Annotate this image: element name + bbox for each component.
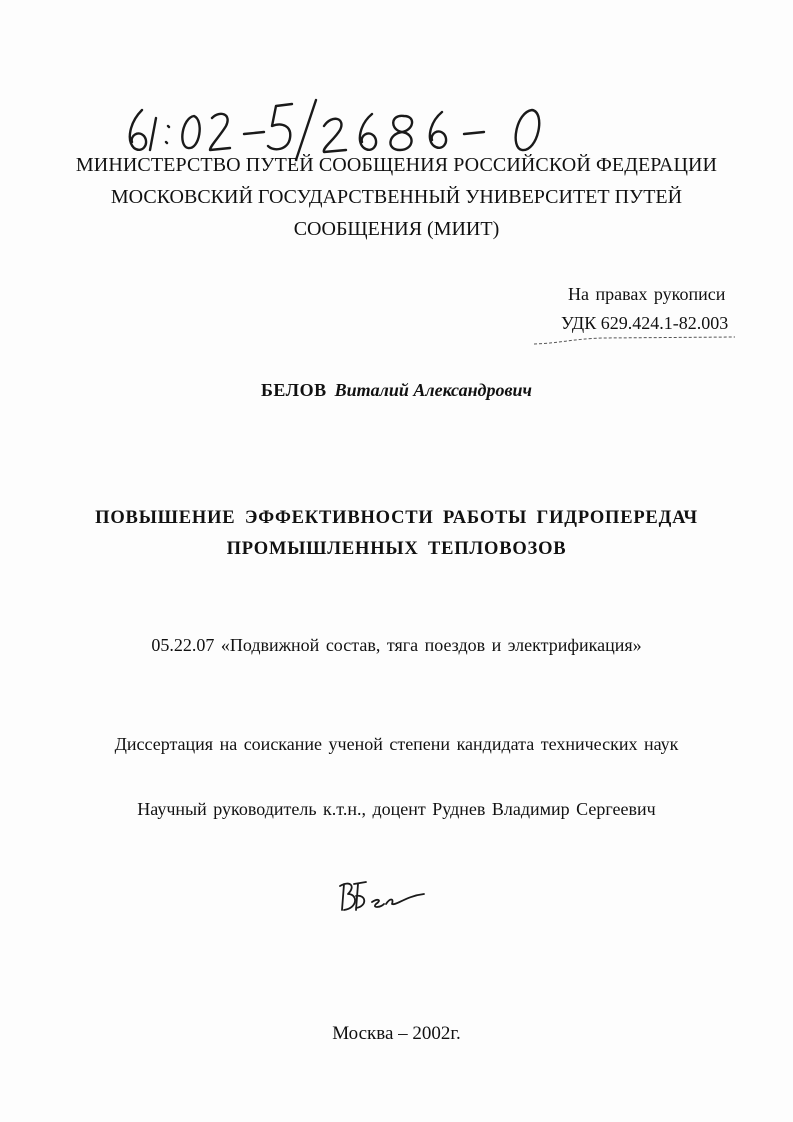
stroke-0a [182,116,199,148]
stroke-0b [516,110,540,150]
stroke-dash2 [464,132,484,134]
author-signature [336,876,426,916]
stroke-6b [360,114,376,150]
dissertation-title-line1: ПОВЫШЕНИЕ ЭФФЕКТИВНОСТИ РАБОТЫ ГИДРОПЕРЕДАЧ [95,508,698,528]
udk-underline [532,335,737,347]
signature-stroke-b2 [354,882,366,910]
stroke-dash1 [244,132,264,134]
scientific-supervisor: Научный руководитель к.т.н., доцент Руднев Владимир Сергеевич [137,799,656,819]
stroke-colon [166,126,169,143]
stroke-2a [210,114,230,150]
udk-underline-path [534,337,735,344]
ministry-heading: МИНИСТЕРСТВО ПУТЕЙ СООБЩЕНИЯ РОССИЙСКОЙ ФЕДЕРАЦИИ [75,154,718,176]
stroke-1 [150,118,156,150]
handwritten-stroke-group [130,100,539,160]
signature-stroke-tail [386,894,424,904]
stroke-6 [130,110,146,150]
university-heading-line2: СООБЩЕНИЯ (МИИТ) [293,218,500,240]
place-and-year: Москва – 2002г. [332,1023,461,1044]
manuscript-rights-note: На правах рукописи [568,284,726,304]
stroke-6c [430,112,446,148]
dissertation-title-line2: ПРОМЫШЛЕННЫХ ТЕПЛОВОЗОВ [226,539,567,559]
udk-code: УДК 629.424.1-82.003 [561,313,729,333]
specialty-code: 05.22.07 «Подвижной состав, тяга поездов и электрификация» [151,635,642,655]
signature-stroke-e [372,900,384,907]
stroke-slash [296,100,316,160]
author-name [0,380,793,401]
degree-statement: Диссертация на соискание ученой степени кандидата технических наук [114,734,679,754]
stroke-8 [390,116,412,150]
author-first-names: Виталий Александрович [334,380,532,400]
stroke-2b [324,119,346,152]
signature-stroke-b1 [340,884,355,910]
signature-strokes [340,882,424,910]
university-heading-line1: МОСКОВСКИЙ ГОСУДАРСТВЕННЫЙ УНИВЕРСИТЕТ ПУТЕЙ [110,186,683,208]
author-last-name: БЕЛОВ [261,380,327,400]
stroke-5 [268,104,292,149]
